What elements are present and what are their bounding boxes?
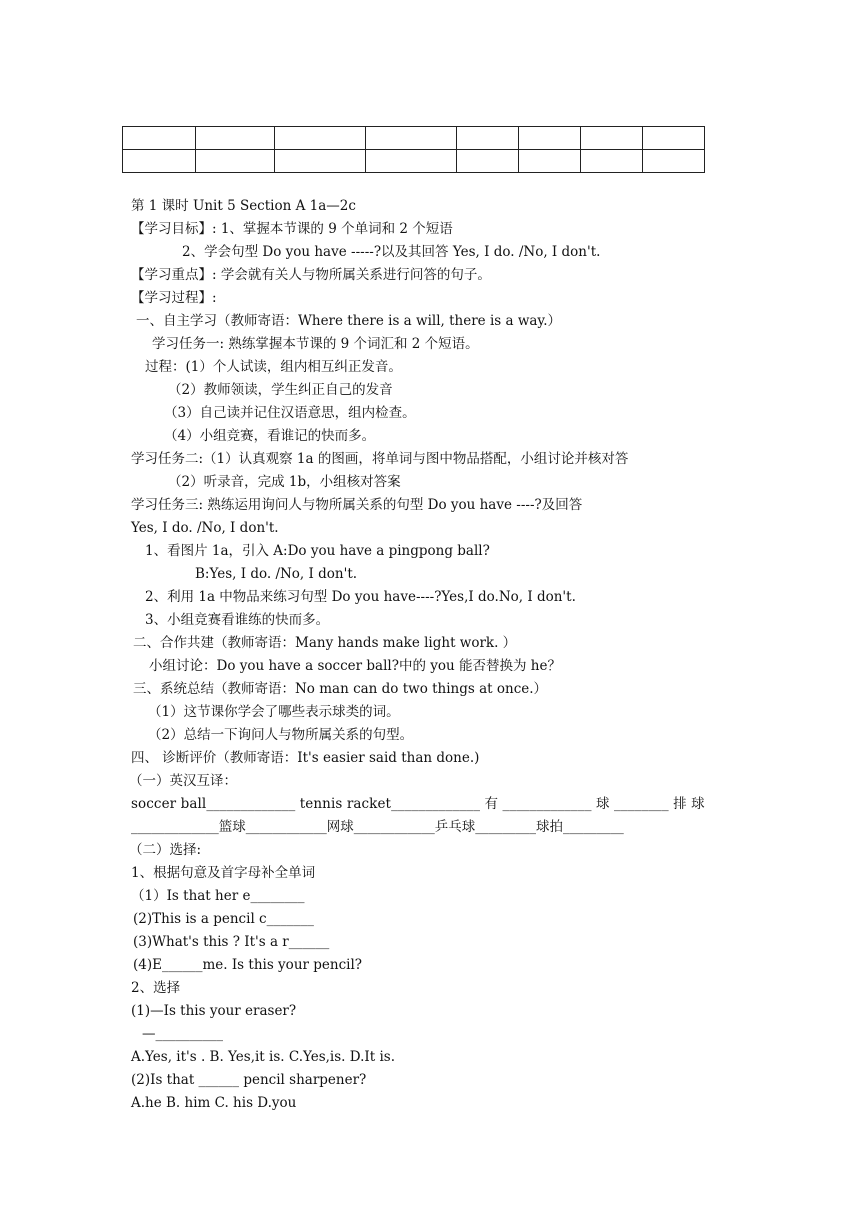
table-cell [457,150,519,173]
section-1-heading: 一、自主学习（教师寄语：Where there is a will, there is a way.） [136,313,562,329]
choice-answer-blank-1: —__________ [142,1026,223,1042]
table-cell [519,150,581,173]
table-cell [366,150,457,173]
choice-instruction: 2、选择 [131,980,181,996]
translation-line-2: _____________篮球____________网球____________乒乓球_________球拍_________ [131,819,624,835]
task-3-step-3: 3、小组竞赛看谁练的快而多。 [145,612,330,628]
task-3-step-1-answer: B:Yes, I do. /No, I don't. [195,566,358,582]
fill-in-question-3: (3)What's this ? It's a r______ [133,934,330,950]
choice-options-1: A.Yes, it's . B. Yes,it is. C.Yes,is. D.It is. [131,1049,395,1065]
summary-2: （2）总结一下询问人与物所属关系的句型。 [148,727,414,743]
table-cell [196,150,275,173]
table-cell [519,127,581,150]
learning-goal-1: 【学习目标】: 1、掌握本节课的 9 个单词和 2 个短语 [131,221,453,237]
table-cell [581,150,643,173]
task-3-answer: Yes, I do. /No, I don't. [131,520,279,536]
group-discussion: 小组讨论：Do you have a soccer ball?中的 you 能否替换为 he？ [149,658,561,674]
learning-goal-2: 2、学会句型 Do you have -----?以及其回答 Yes, I do. /No, I don't. [182,244,601,260]
table-cell [643,127,705,150]
table-cell [123,127,196,150]
process-step-1: 过程：(1）个人试读，组内相互纠正发音。 [145,359,402,375]
section-2-heading: 二、合作共建（教师寄语：Many hands make light work. ） [133,635,517,651]
exercise-1-heading: （一）英汉互译： [129,773,237,789]
task-3-step-2: 2、利用 1a 中物品来练习句型 Do you have----?Yes,I do.No, I don't. [145,589,576,605]
task-1: 学习任务一: 熟练掌握本节课的 9 个词汇和 2 个短语。 [152,336,479,352]
process-step-2: （2）教师领读，学生纠正自己的发音 [168,382,393,398]
task-2-step-2: （2）听录音，完成 1b，小组核对答案 [168,474,401,490]
header-table-row [123,127,705,150]
table-cell [581,127,643,150]
section-3-heading: 三、系统总结（教师寄语：No man can do two things at once.） [133,681,548,697]
choice-question-2: (2)Is that ______ pencil sharpener? [131,1072,367,1088]
table-cell [275,127,366,150]
process-step-3: （3）自己读并记住汉语意思，组内检查。 [164,405,416,421]
table-cell [457,127,519,150]
section-4-heading: 四、 诊断评价（教师寄语：It's easier said than done.) [131,750,480,766]
choice-question-1: (1)—Is this your eraser? [131,1003,297,1019]
table-cell [196,127,275,150]
table-cell [643,150,705,173]
fill-in-question-2: (2)This is a pencil c_______ [133,911,314,927]
table-cell [366,127,457,150]
translation-line-1: soccer ball_____________ tennis racket_____________ 有 _____________ 球 ________ 排 球 [131,796,705,812]
learning-process-heading: 【学习过程】: [131,290,217,306]
fill-in-question-4: (4)E______me. Is this your pencil? [133,957,363,973]
fill-in-question-1: （1）Is that her e________ [131,888,305,904]
table-cell [275,150,366,173]
summary-1: （1）这节课你学会了哪些表示球类的词。 [148,704,400,720]
table-cell [123,150,196,173]
task-3-step-1: 1、看图片 1a，引入 A:Do you have a pingpong ball? [145,543,490,559]
learning-focus: 【学习重点】: 学会就有关人与物所属关系进行问答的句子。 [131,267,491,283]
fill-in-instruction: 1、根据句意及首字母补全单词 [131,865,316,881]
exercise-2-heading: （二）选择: [129,842,202,858]
process-step-4: （4）小组竞赛，看谁记的快而多。 [164,428,376,444]
task-2: 学习任务二:（1）认真观察 1a 的图画，将单词与图中物品搭配，小组讨论并核对答 [131,451,629,467]
header-table [122,126,705,173]
task-3: 学习任务三: 熟练运用询问人与物所属关系的句型 Do you have ----?及回答 [131,497,583,513]
lesson-title: 第 1 课时 Unit 5 Section A 1a—2c [131,198,356,214]
header-table-row [123,150,705,173]
choice-options-2: A.he B. him C. his D.you [131,1095,297,1111]
